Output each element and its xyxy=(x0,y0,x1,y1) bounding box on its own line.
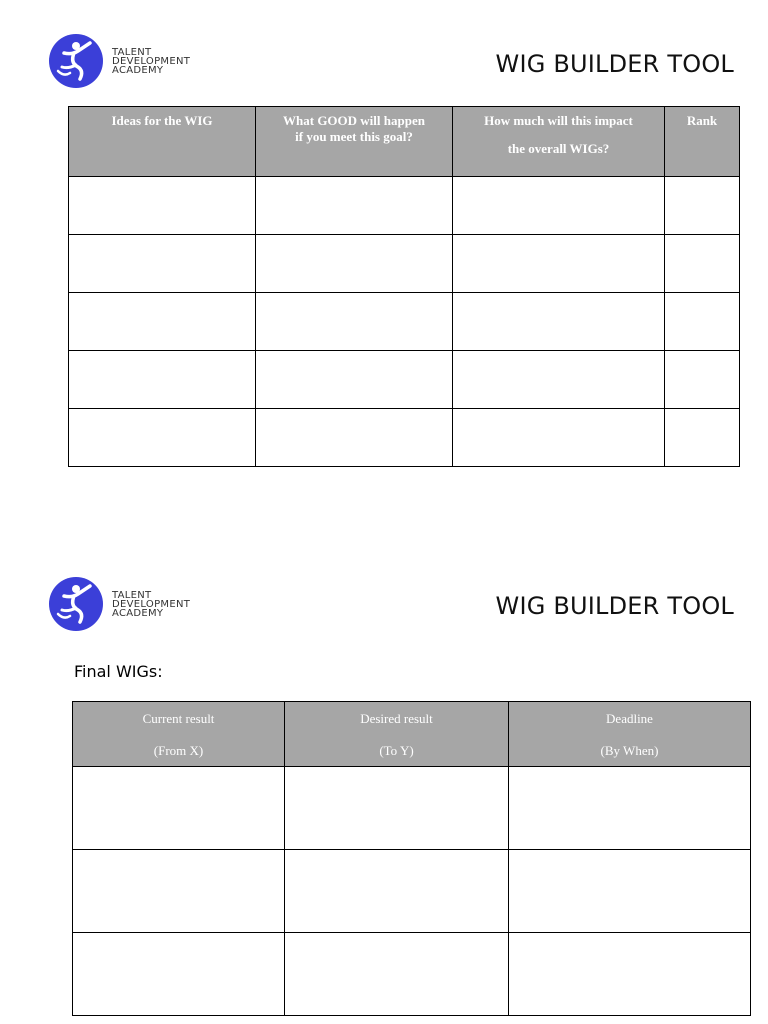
table-cell[interactable] xyxy=(509,850,751,933)
table-cell[interactable] xyxy=(509,933,751,1016)
ideas-table xyxy=(68,106,740,467)
table-row xyxy=(69,177,740,235)
table-cell[interactable] xyxy=(665,409,740,467)
table-cell[interactable] xyxy=(73,767,285,850)
header-deadline: Deadline (By When) xyxy=(509,702,751,767)
table-cell[interactable] xyxy=(665,235,740,293)
table-cell[interactable] xyxy=(665,293,740,351)
table-row xyxy=(73,767,751,850)
table-cell[interactable] xyxy=(256,351,453,409)
page-title: WIG BUILDER TOOL xyxy=(495,50,734,78)
final-wigs-label: Final WIGs: xyxy=(74,662,163,681)
final-wigs-table xyxy=(72,701,751,1016)
academy-logo xyxy=(48,33,190,89)
table-cell[interactable] xyxy=(665,177,740,235)
table-cell[interactable] xyxy=(285,850,509,933)
academy-logo xyxy=(48,576,190,632)
table-header-row xyxy=(69,107,740,177)
table-cell[interactable] xyxy=(509,767,751,850)
table-cell[interactable] xyxy=(453,235,665,293)
table-cell[interactable] xyxy=(256,409,453,467)
header-current-result: Current result (From X) xyxy=(73,702,285,767)
table-row xyxy=(69,235,740,293)
logo-line: DEVELOPMENT xyxy=(112,55,191,67)
table-cell[interactable] xyxy=(453,177,665,235)
logo-line: ACADEMY xyxy=(112,607,164,619)
table-cell[interactable] xyxy=(69,235,256,293)
table-cell[interactable] xyxy=(256,177,453,235)
logo-line: DEVELOPMENT xyxy=(112,598,191,610)
table-cell[interactable] xyxy=(453,351,665,409)
logo-wordmark xyxy=(112,591,190,618)
logo-line: ACADEMY xyxy=(112,64,164,76)
table-row xyxy=(73,850,751,933)
header-rank: Rank xyxy=(665,107,740,177)
table-row xyxy=(73,933,751,1016)
logo-line: TALENT xyxy=(112,589,152,601)
table-cell[interactable] xyxy=(73,933,285,1016)
table-cell[interactable] xyxy=(69,351,256,409)
logo-wordmark xyxy=(112,48,190,75)
table-header-row xyxy=(73,702,751,767)
table-cell[interactable] xyxy=(453,293,665,351)
table-cell[interactable] xyxy=(256,235,453,293)
table-cell[interactable] xyxy=(256,293,453,351)
logo-line: TALENT xyxy=(112,46,152,58)
table-cell[interactable] xyxy=(69,293,256,351)
header-ideas: Ideas for the WIG xyxy=(69,107,256,177)
table-cell[interactable] xyxy=(453,409,665,467)
page-title: WIG BUILDER TOOL xyxy=(495,592,734,620)
header-impact: How much will this impact the overall WIGs? xyxy=(453,107,665,177)
table-cell[interactable] xyxy=(665,351,740,409)
table-cell[interactable] xyxy=(69,177,256,235)
table-cell[interactable] xyxy=(285,767,509,850)
table-cell[interactable] xyxy=(69,409,256,467)
table-cell[interactable] xyxy=(285,933,509,1016)
table-row xyxy=(69,409,740,467)
table-row xyxy=(69,351,740,409)
table-cell[interactable] xyxy=(73,850,285,933)
runner-logo-icon xyxy=(48,576,104,632)
header-desired-result: Desired result (To Y) xyxy=(285,702,509,767)
table-row xyxy=(69,293,740,351)
runner-logo-icon xyxy=(48,33,104,89)
header-good: What GOOD will happen if you meet this goal? xyxy=(256,107,453,177)
